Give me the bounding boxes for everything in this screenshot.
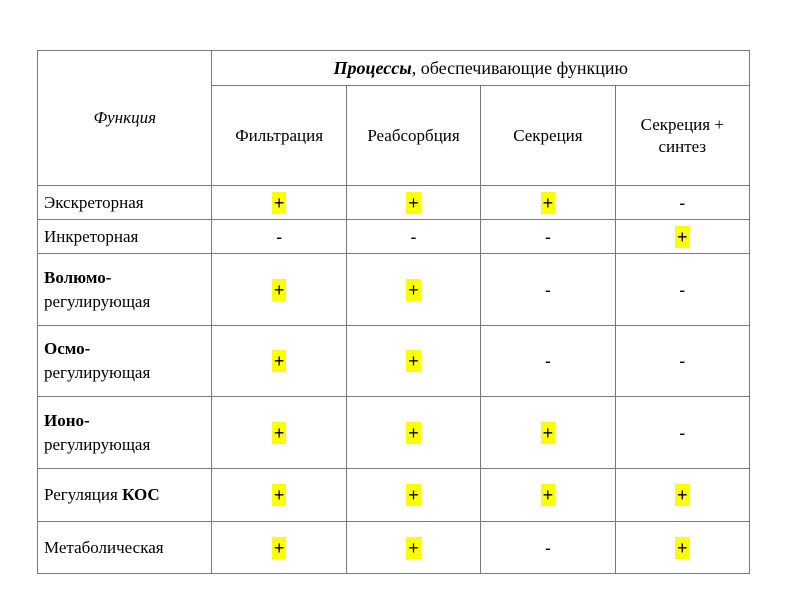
plus-mark: + [408,192,419,213]
processes-header-bold: Процессы [333,57,412,78]
plus-mark: + [273,192,285,213]
function-cell [38,254,212,326]
function-label-part: Инкреторная [44,226,139,246]
mark-cell [346,397,480,469]
mark-cell [346,469,480,522]
plus-mark: + [677,226,688,247]
plus-mark: + [273,279,285,300]
function-cell [38,326,212,397]
function-cell [38,186,212,220]
plus-mark: + [408,537,419,558]
mark-cell [346,186,480,220]
table-row [38,220,750,254]
function-label-part: регулирующая [44,434,151,454]
minus-mark: - [276,226,283,247]
mark-cell [481,254,615,326]
mark-cell [615,254,749,326]
plus-mark: + [542,485,554,505]
column-header-reabsorption [346,86,480,186]
function-label-part: Регуляция [44,485,123,504]
function-cell [38,469,212,522]
mark-cell [481,220,615,254]
mark-cell [615,220,749,254]
mark-cell [481,186,615,220]
function-label-part: Экскреторная [44,192,144,212]
mark-cell [615,186,749,220]
mark-cell [615,469,749,522]
processes-header [212,51,750,86]
mark-cell [615,522,749,574]
mark-cell [212,469,346,522]
mark-cell [481,522,615,574]
mark-cell [481,397,615,469]
minus-mark: - [679,192,686,213]
function-cell [38,397,212,469]
function-header-label: Функция [93,108,156,127]
mark-cell [481,326,615,397]
column-header-secretion [481,86,615,186]
column-header-secretion-synthesis [615,86,749,186]
plus-mark: + [273,351,285,371]
function-header [38,51,212,186]
function-label-part: КОС [122,485,160,504]
mark-cell [615,397,749,469]
function-label-part: Метаболическая [44,537,164,557]
plus-mark: + [408,279,419,300]
column-header-label: Секреция [513,125,583,145]
function-label-part: регулирующая [44,291,151,311]
function-label-part: Осмо- [44,339,91,358]
plus-mark: + [273,485,285,505]
column-header-label: Секреция + синтез [640,114,724,156]
plus-mark: + [677,537,688,558]
mark-cell [615,326,749,397]
mark-cell [212,254,346,326]
table-row [38,186,750,220]
plus-mark: + [542,422,554,443]
function-cell [38,522,212,574]
mark-cell [481,469,615,522]
function-label-part: Волюмо- [44,267,112,287]
header-row-top [38,51,750,86]
plus-mark: + [408,485,419,505]
minus-mark: - [679,351,686,371]
minus-mark: - [679,279,686,300]
mark-cell [212,522,346,574]
table-row [38,254,750,326]
table-body [38,186,750,574]
minus-mark: - [544,537,551,558]
mark-cell [212,326,346,397]
column-header-filtration [212,86,346,186]
function-label-part: Ионо- [44,410,90,430]
minus-mark: - [544,351,551,371]
mark-cell [212,220,346,254]
minus-mark: - [679,422,686,443]
processes-header-rest: , обеспечивающие функцию [411,57,628,78]
mark-cell [212,186,346,220]
function-cell [38,220,212,254]
mark-cell [346,326,480,397]
mark-cell [212,397,346,469]
column-header-label: Реабсорбция [367,125,460,145]
plus-mark: + [542,192,554,213]
function-label-part: регулирующая [44,363,151,382]
mark-cell [346,522,480,574]
table-row [38,326,750,397]
plus-mark: + [273,422,285,443]
plus-mark: + [273,537,285,558]
mark-cell [346,220,480,254]
minus-mark: - [544,226,551,247]
table-row [38,469,750,522]
minus-mark: - [410,226,417,247]
plus-mark: + [408,351,419,371]
mark-cell [346,254,480,326]
plus-mark: + [677,485,688,505]
minus-mark: - [544,279,551,300]
plus-mark: + [408,422,419,443]
table-row [38,397,750,469]
kidney-functions-table [37,50,750,574]
column-header-label: Фильтрация [235,125,324,145]
table-row [38,522,750,574]
